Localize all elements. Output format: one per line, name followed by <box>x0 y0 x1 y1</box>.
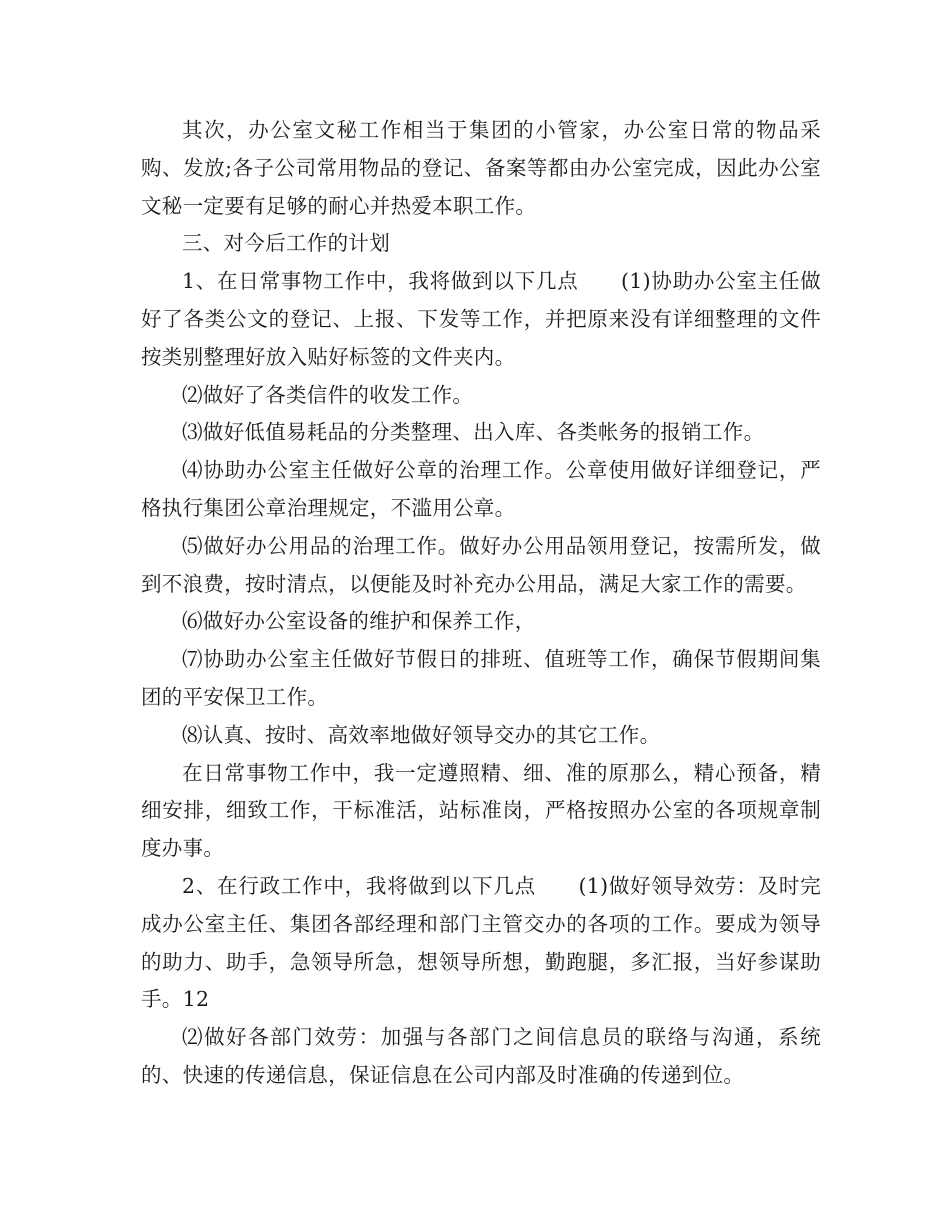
paragraph-daily-3: ⑶做好低值易耗品的分类整理、出入库、各类帐务的报销工作。 <box>182 420 765 445</box>
paragraph-admin-2: ⑵做好各部门效劳：加强与各部门之间信息员的联络与沟通，系统的、快速的传递信息，保证信息在公司内部及时准确的传递到位。 <box>141 1025 821 1087</box>
paragraph-daily-6: ⑹做好办公室设备的维护和保养工作， <box>182 609 536 634</box>
document-body <box>141 112 821 1095</box>
paragraph-daily-2: ⑵做好了各类信件的收发工作。 <box>182 382 474 407</box>
section-heading: 三、对今后工作的计划 <box>182 231 390 256</box>
paragraph-daily-7: ⑺协助办公室主任做好节假日的排班、值班等工作，确保节假期间集团的平安保卫工作。 <box>141 647 821 709</box>
paragraph-intro: 其次，办公室文秘工作相当于集团的小管家，办公室日常的物品采购、发放;各子公司常用物品的登记、备案等都由办公室完成，因此办公室文秘一定要有足够的耐心并热爱本职工作。 <box>141 118 821 218</box>
paragraph-daily-4: ⑷协助办公室主任做好公章的治理工作。公章使用做好详细登记，严格执行集团公章治理规定，不滥用公章。 <box>141 458 821 520</box>
paragraph-daily-summary: 在日常事物工作中，我一定遵照精、细、准的原那么，精心预备，精细安排，细致工作，干标准活，站标准岗，严格按照办公室的各项规章制度办事。 <box>141 760 821 861</box>
paragraph-admin-1: 2、在行政工作中，我将做到以下几点 (1)做好领导效劳：及时完成办公室主任、集团各部经理和部门主管交办的各项的工作。要成为领导的助力、助手，急领导所急，想领导所想，勤跑腿，多汇报，当好参谋助手。12 <box>141 873 821 1012</box>
paragraph-daily-8: ⑻认真、按时、高效率地做好领导交办的其它工作。 <box>182 722 661 747</box>
paragraph-daily-1: 1、在日常事物工作中，我将做到以下几点 (1)协助办公室主任做好了各类公文的登记、上报、下发等工作，并把原来没有详细整理的文件按类别整理好放入贴好标签的文件夹内。 <box>141 269 821 369</box>
paragraph-daily-5: ⑸做好办公用品的治理工作。做好办公用品领用登记，按需所发，做到不浪费，按时清点，以便能及时补充办公用品，满足大家工作的需要。 <box>141 533 821 596</box>
